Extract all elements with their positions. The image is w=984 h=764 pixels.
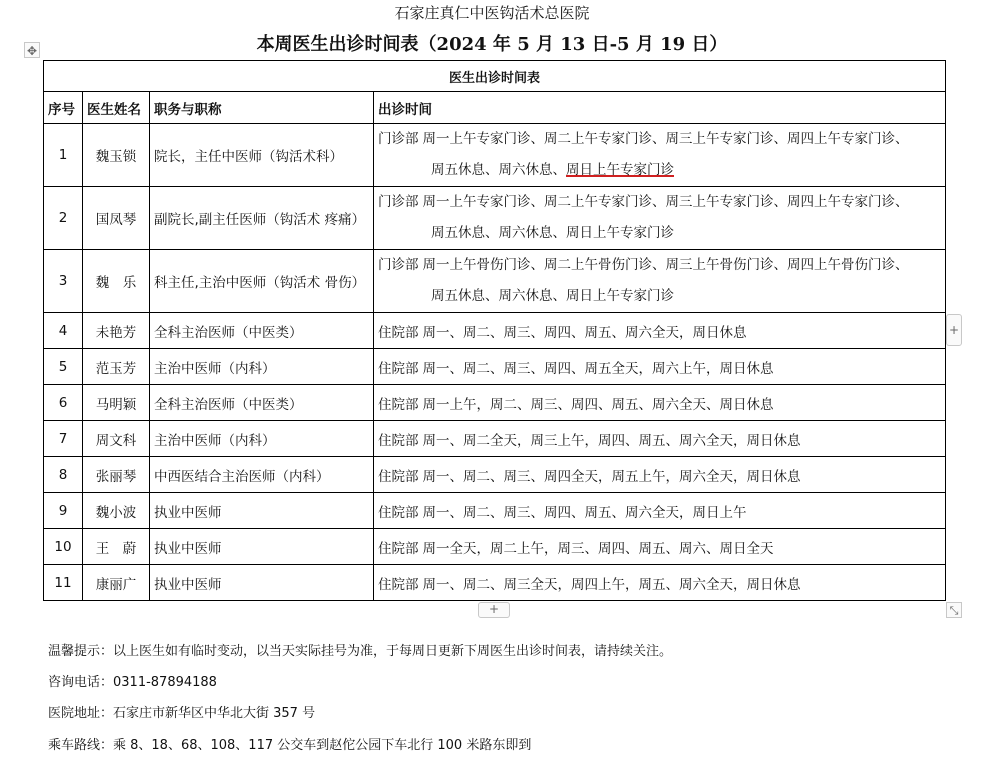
- row-number: 8: [44, 457, 83, 493]
- schedule-cell: [374, 493, 946, 529]
- schedule-cell: [374, 457, 946, 493]
- doctor-title: 主治中医师（内科）: [150, 349, 374, 385]
- schedule-line-2: 周五休息、周六休息、周日上午专家门诊: [431, 225, 674, 241]
- doctor-title: 副院长,副主任医师（钩活术 疼痛）: [150, 187, 374, 250]
- table-row: [44, 529, 946, 565]
- doctor-title: 主治中医师（内科）: [150, 421, 374, 457]
- doctor-name: 马明颖: [83, 385, 150, 421]
- schedule-line-1: 周一上午专家门诊、周二上午专家门诊、周三上午专家门诊、周四上午专家门诊、: [422, 131, 909, 147]
- row-number: 4: [44, 313, 83, 349]
- doctor-title: 执业中医师: [150, 529, 374, 565]
- schedule-line-2: 周五休息、周六休息、: [431, 162, 566, 178]
- schedule-text: 周一、周二、周三、周四、周五全天，周六上午，周日休息: [422, 360, 774, 377]
- hospital-name: 石家庄真仁中医钩活术总医院: [394, 4, 590, 22]
- department: 门诊部: [378, 257, 419, 273]
- schedule-text: 周一、周二、周三、周四、周五、周六全天，周日上午: [422, 504, 747, 521]
- row-number: 7: [44, 421, 83, 457]
- table-row: [44, 457, 946, 493]
- schedule-cell: [374, 565, 946, 601]
- doctor-title: 院长，主任中医师（钩活术科）: [150, 124, 374, 187]
- doctor-name: 张丽琴: [83, 457, 150, 493]
- department: 住院部: [378, 504, 419, 521]
- table-row: [44, 124, 946, 187]
- schedule-cell: [374, 124, 946, 187]
- row-number: 2: [44, 187, 83, 250]
- schedule-cell: [374, 529, 946, 565]
- department: 门诊部: [378, 131, 419, 147]
- schedule-text: 周一、周二、周三全天，周四上午，周五、周六全天，周日休息: [422, 576, 801, 593]
- department: 住院部: [378, 396, 419, 413]
- schedule-line-2-underlined: 周日上午专家门诊: [566, 162, 674, 178]
- doctor-name: 康丽广: [83, 565, 150, 601]
- doctor-name: 周文科: [83, 421, 150, 457]
- doctor-title: 全科主治医师（中医类）: [150, 313, 374, 349]
- footer-route: 乘车路线：乘 8、18、68、108、117 公交车到赵佗公园下车北行 100 米路东即到: [48, 738, 532, 753]
- column-header-no: 序号: [44, 92, 83, 124]
- add-column-button[interactable]: [946, 314, 962, 346]
- plus-icon: +: [948, 323, 960, 337]
- schedule-text: 周一上午，周二、周三、周四、周五、周六全天、周日休息: [422, 396, 774, 413]
- table-row: [44, 385, 946, 421]
- department: 住院部: [378, 360, 419, 377]
- doctor-name: 未艳芳: [83, 313, 150, 349]
- table-caption: 医生出诊时间表: [44, 61, 946, 92]
- doctor-title: 科主任,主治中医师（钩活术 骨伤）: [150, 250, 374, 313]
- doctor-title: 执业中医师: [150, 565, 374, 601]
- footer-phone: 咨询电话：0311-87894188: [48, 675, 217, 690]
- column-header-schedule: 出诊时间: [374, 92, 946, 124]
- table-row: [44, 421, 946, 457]
- row-number: 6: [44, 385, 83, 421]
- department: 住院部: [378, 540, 419, 557]
- doctor-title: 中西医结合主治医师（内科）: [150, 457, 374, 493]
- move-icon[interactable]: ✥: [24, 42, 40, 58]
- schedule-text: 周一全天，周二上午，周三、周四、周五、周六、周日全天: [422, 540, 774, 557]
- department: 住院部: [378, 576, 419, 593]
- schedule-text: 周一、周二、周三、周四全天，周五上午，周六全天，周日休息: [422, 468, 801, 485]
- schedule-text: 周一、周二全天，周三上午，周四、周五、周六全天，周日休息: [422, 432, 801, 449]
- doctor-name: 国凤琴: [83, 187, 150, 250]
- doctor-name: 魏 乐: [83, 250, 150, 313]
- schedule-cell: [374, 349, 946, 385]
- department: 住院部: [378, 468, 419, 485]
- schedule-text: 周一、周二、周三、周四、周五、周六全天，周日休息: [422, 324, 747, 341]
- resize-icon[interactable]: ⤡: [946, 602, 962, 618]
- column-header-title: 职务与职称: [150, 92, 374, 124]
- table-row: [44, 565, 946, 601]
- row-number: 5: [44, 349, 83, 385]
- doctor-name: 王 蔚: [83, 529, 150, 565]
- schedule-cell: [374, 250, 946, 313]
- schedule-cell: [374, 187, 946, 250]
- footer-address: 医院地址：石家庄市新华区中华北大街 357 号: [48, 706, 316, 721]
- doctor-name: 魏小波: [83, 493, 150, 529]
- schedule-cell: [374, 421, 946, 457]
- schedule-line-1: 周一上午专家门诊、周二上午专家门诊、周三上午专家门诊、周四上午专家门诊、: [422, 194, 909, 210]
- row-number: 11: [44, 565, 83, 601]
- department: 住院部: [378, 432, 419, 449]
- schedule-cell: [374, 385, 946, 421]
- row-number: 1: [44, 124, 83, 187]
- row-number: 3: [44, 250, 83, 313]
- schedule-line-2: 周五休息、周六休息、周日上午专家门诊: [431, 288, 674, 304]
- doctor-title: 执业中医师: [150, 493, 374, 529]
- column-header-name: 医生姓名: [83, 92, 150, 124]
- schedule-line-1: 周一上午骨伤门诊、周二上午骨伤门诊、周三上午骨伤门诊、周四上午骨伤门诊、: [422, 257, 909, 273]
- schedule-cell: [374, 313, 946, 349]
- row-number: 9: [44, 493, 83, 529]
- add-row-button[interactable]: [478, 602, 510, 618]
- table-row: [44, 250, 946, 313]
- doctor-name: 魏玉锁: [83, 124, 150, 187]
- table-row: [44, 313, 946, 349]
- plus-icon: +: [488, 602, 500, 616]
- doctor-name: 范玉芳: [83, 349, 150, 385]
- department: 门诊部: [378, 194, 419, 210]
- table-row: [44, 493, 946, 529]
- department: 住院部: [378, 324, 419, 341]
- doctor-title: 全科主治医师（中医类）: [150, 385, 374, 421]
- row-number: 10: [44, 529, 83, 565]
- footer-note: 温馨提示：以上医生如有临时变动，以当天实际挂号为准，于每周日更新下周医生出诊时间表，请持续关注。: [48, 644, 673, 659]
- schedule-table: [43, 60, 946, 601]
- table-row: [44, 349, 946, 385]
- page-title: 本周医生出诊时间表（2024 年 5 月 13 日-5 月 19 日）: [256, 34, 728, 55]
- table-row: [44, 187, 946, 250]
